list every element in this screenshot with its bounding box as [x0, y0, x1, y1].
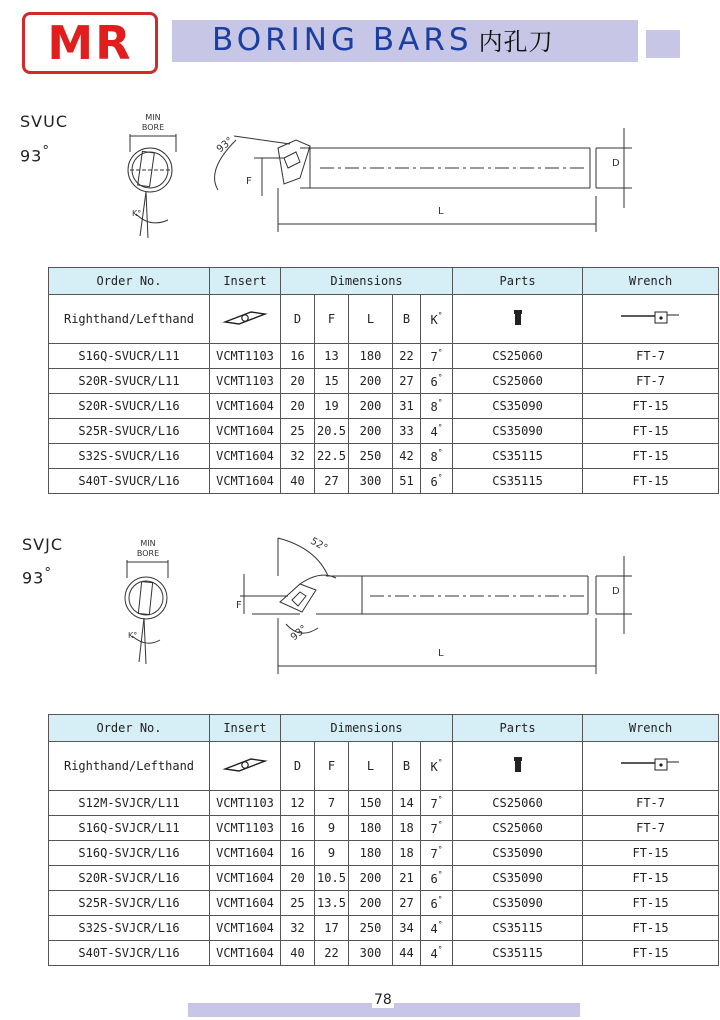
order-cell: S40T-SVJCR/L16 [49, 941, 210, 966]
col-parts-header: Parts [453, 715, 583, 742]
svjc-angle-value: 93 [22, 568, 45, 588]
col-insert-header: Insert [210, 715, 281, 742]
wrench-cell: FT-15 [583, 394, 719, 419]
d-cell: 16 [281, 344, 315, 369]
screw-icon-cell [453, 742, 583, 791]
parts-cell: CS35115 [453, 916, 583, 941]
k-value: 8 [430, 400, 438, 414]
d-header: D [281, 742, 315, 791]
col-parts-header: Parts [453, 268, 583, 295]
k-header-text: K [430, 760, 438, 774]
wrench-cell: FT-15 [583, 444, 719, 469]
hand-header: Righthand/Lefthand [49, 742, 210, 791]
wrench-cell: FT-15 [583, 941, 719, 966]
d-cell: 16 [281, 816, 315, 841]
svjc-f-label: F [236, 600, 242, 611]
svuc-angle: 93° [20, 144, 51, 166]
insert-icon-cell [210, 742, 281, 791]
svjc-angle-top-label: 52° [308, 535, 330, 555]
b-cell: 42 [393, 444, 421, 469]
b-cell: 18 [393, 841, 421, 866]
svuc-f-label: F [246, 176, 252, 187]
svjc-code: SVJC [22, 535, 63, 554]
f-cell: 27 [315, 469, 349, 494]
k-cell: 6° [421, 866, 453, 891]
insert-cell: VCMT1604 [210, 866, 281, 891]
col-order-header: Order No. [49, 268, 210, 295]
table-row [49, 916, 719, 941]
svuc-code: SVUC [20, 112, 68, 131]
insert-cell: VCMT1604 [210, 444, 281, 469]
f-cell: 10.5 [315, 866, 349, 891]
d-header: D [281, 295, 315, 344]
l-cell: 200 [349, 891, 393, 916]
svjc-l-label: L [438, 648, 444, 659]
order-cell: S16Q-SVUCR/L11 [49, 344, 210, 369]
f-cell: 22.5 [315, 444, 349, 469]
svjc-k-label: K° [128, 631, 138, 640]
wrench-icon [619, 756, 683, 774]
insert-cell: VCMT1604 [210, 419, 281, 444]
order-cell: S32S-SVUCR/L16 [49, 444, 210, 469]
order-cell: S20R-SVUCR/L11 [49, 369, 210, 394]
wrench-cell: FT-15 [583, 841, 719, 866]
insert-cell: VCMT1604 [210, 941, 281, 966]
b-cell: 31 [393, 394, 421, 419]
page-title-en: BORING BARS [212, 22, 473, 58]
parts-cell: CS35090 [453, 841, 583, 866]
screw-icon [511, 756, 525, 774]
wrench-cell: FT-15 [583, 891, 719, 916]
order-cell: S25R-SVUCR/L16 [49, 419, 210, 444]
f-cell: 20.5 [315, 419, 349, 444]
f-cell: 17 [315, 916, 349, 941]
f-cell: 13 [315, 344, 349, 369]
d-cell: 40 [281, 469, 315, 494]
d-cell: 12 [281, 791, 315, 816]
svuc-bore-label: BORE [141, 123, 165, 132]
k-value: 6 [430, 475, 438, 489]
k-header: K° [421, 295, 453, 344]
f-cell: 22 [315, 941, 349, 966]
wrench-cell: FT-15 [583, 419, 719, 444]
svjc-angle: 93° [22, 566, 53, 588]
insert-cell: VCMT1103 [210, 816, 281, 841]
k-value: 7 [430, 822, 438, 836]
l-cell: 180 [349, 816, 393, 841]
page-number: 78 [374, 992, 392, 1008]
insert-cell: VCMT1604 [210, 469, 281, 494]
b-cell: 44 [393, 941, 421, 966]
k-value: 4 [430, 425, 438, 439]
f-header: F [315, 295, 349, 344]
hand-header: Righthand/Lefthand [49, 295, 210, 344]
col-dimensions-header: Dimensions [281, 268, 453, 295]
col-insert-header: Insert [210, 268, 281, 295]
svjc-min-label: MIN [140, 539, 156, 548]
k-value: 7 [430, 847, 438, 861]
svjc-table-body [49, 791, 719, 966]
f-header: F [315, 742, 349, 791]
k-value: 8 [430, 450, 438, 464]
insert-cell: VCMT1604 [210, 841, 281, 866]
k-cell: 8° [421, 444, 453, 469]
b-cell: 22 [393, 344, 421, 369]
table-row [49, 941, 719, 966]
k-value: 7 [430, 797, 438, 811]
k-cell: 7° [421, 791, 453, 816]
d-cell: 20 [281, 866, 315, 891]
parts-cell: CS25060 [453, 816, 583, 841]
parts-cell: CS35115 [453, 444, 583, 469]
d-cell: 20 [281, 394, 315, 419]
b-cell: 33 [393, 419, 421, 444]
l-cell: 200 [349, 394, 393, 419]
k-cell: 6° [421, 469, 453, 494]
parts-cell: CS35090 [453, 891, 583, 916]
l-cell: 200 [349, 369, 393, 394]
l-cell: 300 [349, 941, 393, 966]
page-title-cn: 内孔刀 [478, 28, 554, 56]
k-header: K° [421, 742, 453, 791]
d-cell: 32 [281, 444, 315, 469]
insert-cell: VCMT1604 [210, 394, 281, 419]
f-cell: 9 [315, 841, 349, 866]
svuc-min-label: MIN [145, 113, 161, 122]
table-row [49, 866, 719, 891]
order-cell: S16Q-SVJCR/L11 [49, 816, 210, 841]
f-cell: 19 [315, 394, 349, 419]
parts-cell: CS25060 [453, 791, 583, 816]
k-value: 4 [430, 922, 438, 936]
parts-cell: CS35090 [453, 394, 583, 419]
d-cell: 40 [281, 941, 315, 966]
b-cell: 27 [393, 891, 421, 916]
k-cell: 7° [421, 841, 453, 866]
f-cell: 7 [315, 791, 349, 816]
k-cell: 4° [421, 916, 453, 941]
svuc-angle-value: 93 [20, 146, 43, 166]
b-header: B [393, 742, 421, 791]
d-cell: 16 [281, 841, 315, 866]
k-cell: 4° [421, 941, 453, 966]
b-cell: 14 [393, 791, 421, 816]
insert-cell: VCMT1103 [210, 344, 281, 369]
k-value: 6 [430, 375, 438, 389]
svjc-angle-bottom-label: 93° [288, 623, 310, 644]
table-row [49, 791, 719, 816]
k-cell: 8° [421, 394, 453, 419]
col-wrench-header: Wrench [583, 715, 719, 742]
b-cell: 18 [393, 816, 421, 841]
b-header: B [393, 295, 421, 344]
svuc-angle-label: 93° [214, 135, 236, 156]
l-cell: 200 [349, 866, 393, 891]
l-cell: 200 [349, 419, 393, 444]
svuc-l-label: L [438, 206, 444, 217]
wrench-cell: FT-7 [583, 369, 719, 394]
l-cell: 150 [349, 791, 393, 816]
order-cell: S25R-SVJCR/L16 [49, 891, 210, 916]
k-cell: 7° [421, 344, 453, 369]
col-dimensions-header: Dimensions [281, 715, 453, 742]
l-cell: 180 [349, 344, 393, 369]
table-row [49, 841, 719, 866]
insert-cell: VCMT1103 [210, 791, 281, 816]
l-cell: 250 [349, 916, 393, 941]
wrench-cell: FT-15 [583, 916, 719, 941]
k-cell: 6° [421, 369, 453, 394]
b-cell: 21 [393, 866, 421, 891]
svuc-d-label: D [612, 158, 620, 169]
wrench-cell: FT-15 [583, 866, 719, 891]
svjc-d-label: D [612, 586, 620, 597]
k-cell: 4° [421, 419, 453, 444]
k-value: 6 [430, 872, 438, 886]
d-cell: 32 [281, 916, 315, 941]
f-cell: 9 [315, 816, 349, 841]
parts-cell: CS35115 [453, 941, 583, 966]
k-value: 7 [430, 350, 438, 364]
wrench-cell: FT-15 [583, 469, 719, 494]
wrench-icon-cell [583, 742, 719, 791]
l-cell: 250 [349, 444, 393, 469]
svuc-k-label: K° [132, 209, 142, 218]
parts-cell: CS35115 [453, 469, 583, 494]
order-cell: S20R-SVJCR/L16 [49, 866, 210, 891]
l-cell: 300 [349, 469, 393, 494]
table-row [49, 816, 719, 841]
svjc-table [48, 714, 719, 966]
order-cell: S40T-SVUCR/L16 [49, 469, 210, 494]
wrench-cell: FT-7 [583, 791, 719, 816]
k-value: 6 [430, 897, 438, 911]
b-cell: 51 [393, 469, 421, 494]
insert-cell: VCMT1604 [210, 891, 281, 916]
parts-cell: CS25060 [453, 369, 583, 394]
l-header: L [349, 295, 393, 344]
order-cell: S20R-SVUCR/L16 [49, 394, 210, 419]
k-header-text: K [430, 313, 438, 327]
b-cell: 34 [393, 916, 421, 941]
svjc-bore-label: BORE [136, 549, 160, 558]
parts-cell: CS25060 [453, 344, 583, 369]
f-cell: 15 [315, 369, 349, 394]
k-cell: 7° [421, 816, 453, 841]
l-header: L [349, 742, 393, 791]
d-cell: 25 [281, 419, 315, 444]
order-cell: S32S-SVJCR/L16 [49, 916, 210, 941]
parts-cell: CS35090 [453, 419, 583, 444]
wrench-cell: FT-7 [583, 344, 719, 369]
l-cell: 180 [349, 841, 393, 866]
table-row [49, 891, 719, 916]
b-cell: 27 [393, 369, 421, 394]
parts-cell: CS35090 [453, 866, 583, 891]
logo-text: MR [47, 16, 133, 70]
col-wrench-header: Wrench [583, 268, 719, 295]
insert-cell: VCMT1604 [210, 916, 281, 941]
wrench-cell: FT-7 [583, 816, 719, 841]
d-cell: 20 [281, 369, 315, 394]
insert-icon [221, 755, 269, 775]
order-cell: S16Q-SVJCR/L16 [49, 841, 210, 866]
f-cell: 13.5 [315, 891, 349, 916]
col-order-header: Order No. [49, 715, 210, 742]
k-cell: 6° [421, 891, 453, 916]
k-value: 4 [430, 947, 438, 961]
insert-cell: VCMT1103 [210, 369, 281, 394]
order-cell: S12M-SVJCR/L11 [49, 791, 210, 816]
d-cell: 25 [281, 891, 315, 916]
